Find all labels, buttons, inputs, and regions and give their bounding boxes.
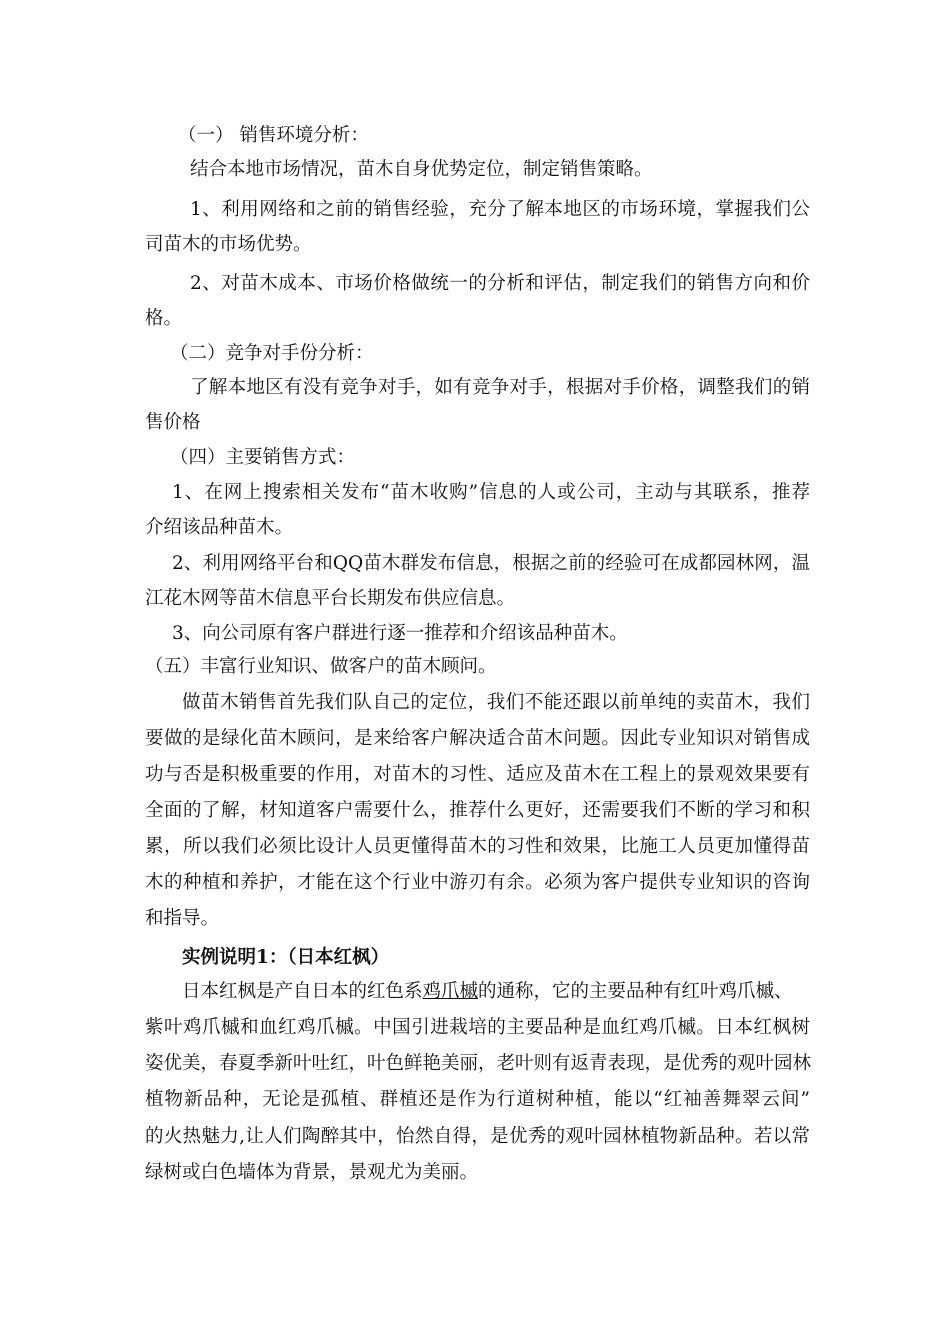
heading-industry-knowledge: （五）丰富行业知识、做客户的苗木顾问。 bbox=[145, 656, 497, 677]
paragraph-line: 绿树或白色墙体为背景，景观尤为美丽。 bbox=[145, 1162, 479, 1183]
paragraph-line: 全面的了解，材知道客户需要什么，推荐什么更好，还需要我们不断的学习和积 bbox=[145, 800, 810, 821]
heading-example-japanese-maple: 实例说明1：（日本红枫） bbox=[182, 947, 390, 968]
paragraph-text: 日本红枫是产自日本的红色系 bbox=[182, 981, 423, 1002]
paragraph-text: 的通称，它的主要品种有红叶鸡爪槭、 bbox=[478, 981, 793, 1002]
paragraph-line: 3、向公司原有客户群进行逐一推荐和介绍该品种苗木。 bbox=[172, 623, 628, 644]
paragraph-line: 格。 bbox=[145, 308, 183, 329]
paragraph-line: 做苗木销售首先我们队自己的定位，我们不能还跟以前单纯的卖苗木，我们 bbox=[182, 692, 810, 713]
acer-palmatum-link[interactable]: 鸡爪槭 bbox=[422, 981, 479, 1002]
paragraph-line: 紫叶鸡爪槭和血红鸡爪槭。中国引进栽培的主要品种是血红鸡爪槭。日本红枫树 bbox=[145, 1017, 810, 1038]
paragraph-line: 木的种植和养护，才能在这个行业中游刃有余。必须为客户提供专业知识的咨询 bbox=[145, 872, 810, 893]
paragraph-line: 售价格 bbox=[145, 412, 201, 433]
paragraph-line: 的火热魅力,让人们陶醉其中，怡然自得，是优秀的观叶园林植物新品种。若以常 bbox=[145, 1126, 810, 1147]
paragraph-line: 结合本地市场情况，苗木自身优势定位，制定销售策略。 bbox=[190, 159, 653, 180]
paragraph-line: 2、对苗木成本、市场价格做统一的分析和评估，制定我们的销售方向和价 bbox=[190, 273, 810, 294]
paragraph-line: 司苗木的市场优势。 bbox=[145, 234, 312, 255]
paragraph-line: 植物新品种，无论是孤植、群植还是作为行道树种植，能以“红袖善舞翠云间” bbox=[145, 1089, 810, 1110]
paragraph-line: 介绍该品种苗木。 bbox=[145, 517, 294, 538]
paragraph-line-with-link bbox=[182, 979, 810, 1005]
heading-sales-environment: （一） 销售环境分析： bbox=[178, 125, 369, 146]
paragraph-line: 和指导。 bbox=[145, 908, 220, 929]
paragraph-line: 2、利用网络平台和QQ苗木群发布信息，根据之前的经验可在成都园林网，温 bbox=[172, 553, 810, 574]
paragraph-line: 要做的是绿化苗木顾问，是来给客户解决适合苗木问题。因此专业知识对销售成 bbox=[145, 728, 810, 749]
paragraph-line: 姿优美，春夏季新叶吐红，叶色鲜艳美丽，老叶则有返青表现，是优秀的观叶园林 bbox=[145, 1053, 812, 1074]
paragraph-line: 功与否是积极重要的作用，对苗木的习性、适应及苗木在工程上的景观效果要有 bbox=[145, 764, 810, 785]
paragraph-line: 了解本地区有没有竞争对手，如有竞争对手，根据对手价格，调整我们的销 bbox=[190, 377, 810, 398]
heading-main-sales-methods: （四）主要销售方式： bbox=[170, 447, 356, 468]
heading-competitor-analysis: （二）竞争对手份分析： bbox=[170, 343, 374, 364]
paragraph-line: 江花木网等苗木信息平台长期发布供应信息。 bbox=[145, 588, 516, 609]
paragraph-line: 1、在网上搜索相关发布“苗木收购”信息的人或公司，主动与其联系，推荐 bbox=[172, 482, 810, 503]
paragraph-line: 1、利用网络和之前的销售经验，充分了解本地区的市场环境，掌握我们公 bbox=[190, 199, 810, 220]
paragraph-line: 累，所以我们必须比设计人员更懂得苗木的习性和效果，比施工人员更加懂得苗 bbox=[145, 836, 810, 857]
